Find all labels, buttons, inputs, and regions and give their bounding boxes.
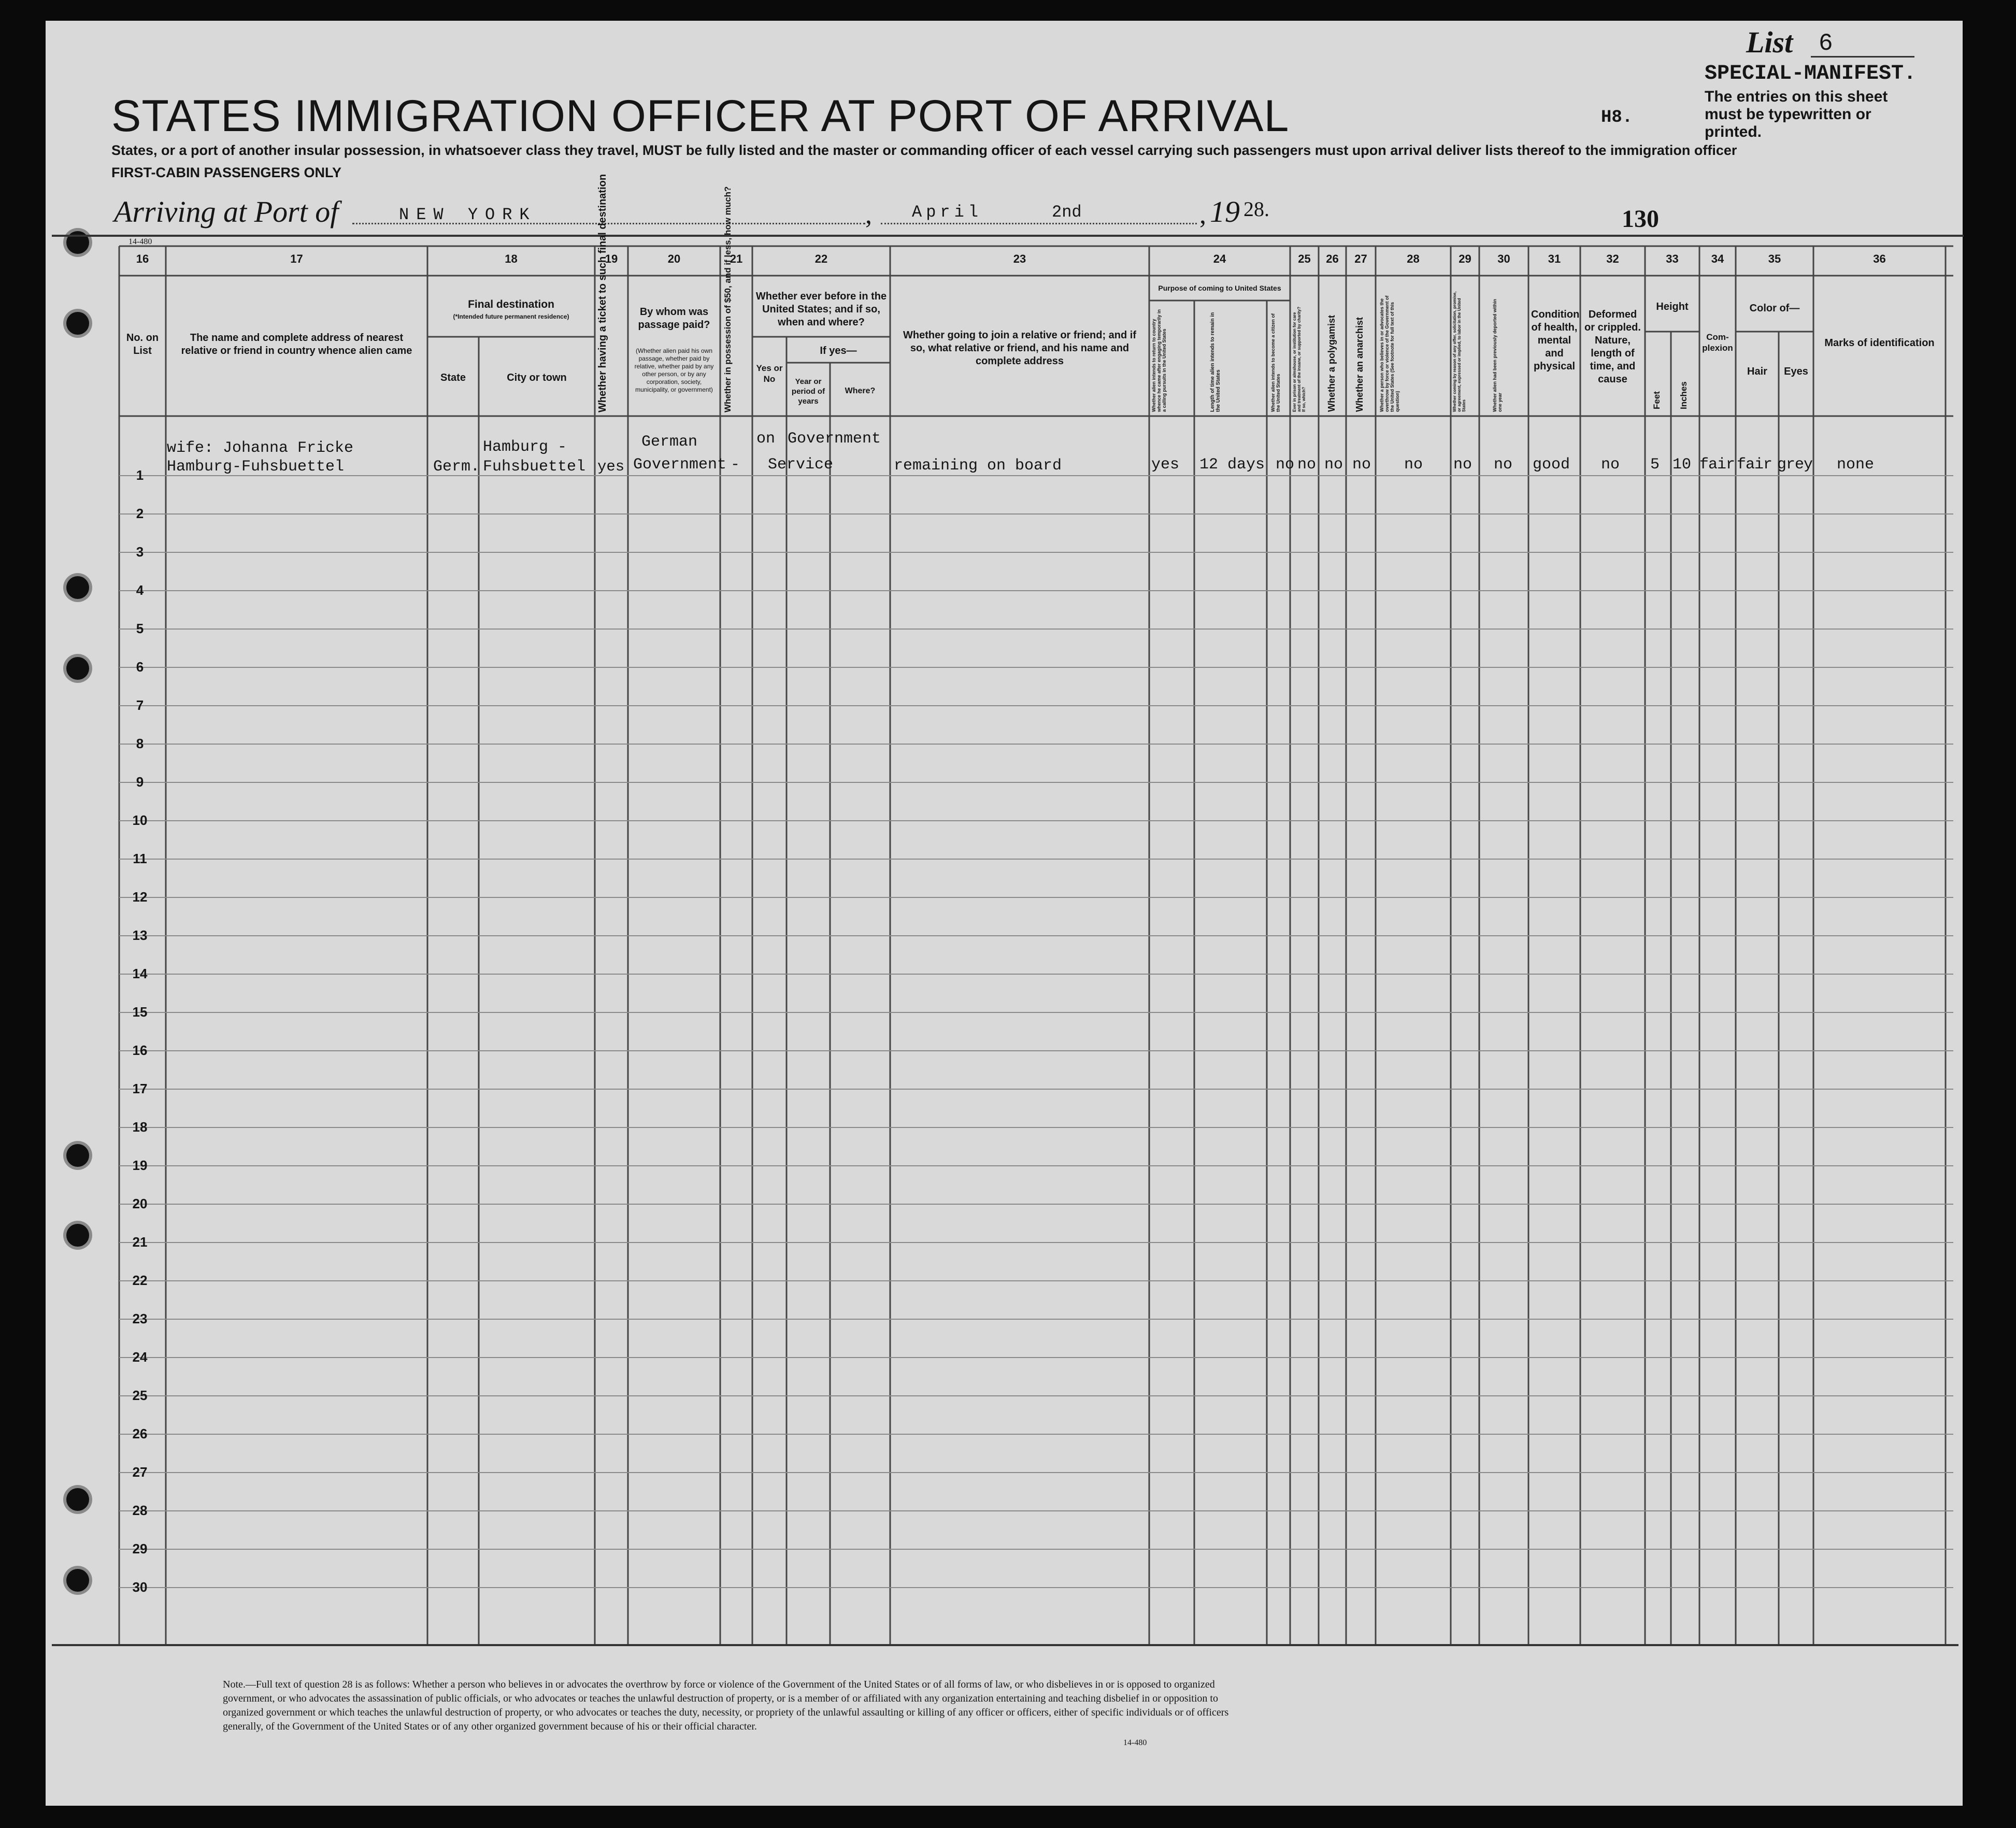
header-passage-note: (Whether alien paid his own passage, whether paid by relative, whether paid by any other person, or by any corporation, society, municipality, or government) <box>634 347 714 393</box>
row-number: 5 <box>136 621 144 636</box>
row-number: 1 <box>136 467 144 483</box>
hair-value: fair <box>1737 456 1772 474</box>
header-purpose-c: Whether alien intends to become a citizen of the United States <box>1270 313 1281 412</box>
comma: , <box>865 200 872 230</box>
row-number: 28 <box>132 1503 148 1518</box>
header-anarchist: Whether an anarchist <box>1354 317 1365 412</box>
row-number: 27 <box>132 1464 148 1480</box>
passage-line1: German <box>641 433 698 451</box>
deformed-value: no <box>1601 456 1620 474</box>
row-number: 29 <box>132 1541 148 1556</box>
header-inches: Inches <box>1679 381 1689 409</box>
row-number: 19 <box>132 1158 148 1173</box>
row-number: 6 <box>136 659 144 675</box>
header-final-destination: Final destination <box>468 298 554 310</box>
col-num-23: 23 <box>1013 252 1026 265</box>
row-number: 10 <box>132 812 148 828</box>
header-complexion: Com-plexion <box>1702 332 1733 353</box>
polygamist-value: no <box>1324 456 1343 474</box>
row-number: 4 <box>136 582 144 598</box>
city-line2: Fuhsbuettel <box>483 458 586 476</box>
row-number: 30 <box>132 1579 148 1595</box>
state-value: Germ. <box>433 458 480 476</box>
comma: , <box>1199 200 1206 230</box>
header-hair: Hair <box>1747 366 1767 377</box>
header-height: Height <box>1656 301 1689 312</box>
row-number: 24 <box>132 1349 148 1365</box>
footer-code: 14-480 <box>1123 1738 1147 1747</box>
header-eyes: Eyes <box>1784 366 1808 377</box>
subtitle: States, or a port of another insular possession, in whatsoever class they travel, MUST be fully listed and the master or commanding officer of each vessel carrying such passengers must upon arrival deliver lists thereof to the immigration officer <box>111 142 1737 158</box>
col-num-31: 31 <box>1548 252 1561 265</box>
purpose-a-value: yes <box>1151 456 1180 474</box>
join-value: remaining on board <box>894 457 1062 475</box>
before-line1: Government <box>788 430 881 448</box>
row-number: 26 <box>132 1426 148 1441</box>
ticket-value: yes <box>597 458 625 475</box>
date-day: 2nd <box>1052 203 1082 222</box>
relative-line2: Hamburg-Fuhsbuettel <box>167 458 345 476</box>
feet-value: 5 <box>1650 456 1660 474</box>
col-num-20: 20 <box>667 252 681 265</box>
complexion-value: fair <box>1699 456 1735 474</box>
purpose-c-value: no <box>1276 456 1295 474</box>
page-number: 130 <box>1622 205 1659 233</box>
before-yes-no: on <box>756 430 776 448</box>
row-number: 12 <box>132 889 148 905</box>
purpose-b-value: 12 days <box>1199 456 1265 474</box>
before-line2: Service <box>768 456 834 474</box>
header-join-relative: Whether going to join a relative or friend; and if so, what relative or friend, and his name and complete address <box>903 330 1137 367</box>
possession-value: - <box>731 456 740 474</box>
header-ticket: Whether having a ticket to such final destination <box>597 174 608 412</box>
list-label: List <box>1746 25 1793 59</box>
city-line1: Hamburg - <box>483 438 567 456</box>
row-number: 15 <box>132 1004 148 1020</box>
col-num-18: 18 <box>505 252 518 265</box>
col-num-27: 27 <box>1354 252 1367 265</box>
row-number: 14 <box>132 966 148 981</box>
cabin-class: FIRST-CABIN PASSENGERS ONLY <box>111 165 342 180</box>
header-purpose-a: Whether alien intends to return to country whence he came after engaging temporarily in a calling pursuits in the United States <box>1151 309 1167 412</box>
header-q29: Whether coming by reason of any offer, solicitation, promise, or agreement, expressed or implied, to labor in the United States <box>1452 291 1466 412</box>
header-health: Condition of health, mental and physical <box>1531 309 1580 372</box>
q28-value: no <box>1404 456 1423 474</box>
row-number: 13 <box>132 927 148 943</box>
header-year-period: Year or period of years <box>791 377 825 406</box>
entries-note: The entries on this sheet must be typewritten or printed. <box>1705 88 1888 140</box>
header-before: Whether ever before in the United States; and if so, when and where? <box>755 291 887 328</box>
header-if-yes: If yes— <box>820 345 857 356</box>
col-num-21: 21 <box>730 252 743 265</box>
row-number: 16 <box>132 1042 148 1058</box>
col-num-34: 34 <box>1711 252 1724 265</box>
row-number: 20 <box>132 1196 148 1211</box>
col-num-25: 25 <box>1298 252 1311 265</box>
col-num-26: 26 <box>1326 252 1339 265</box>
row-number: 18 <box>132 1119 148 1135</box>
port-value: NEW YORK <box>399 205 537 224</box>
footnote-q28: Note.—Full text of question 28 is as follows: Whether a person who believes in or advocates the overthrow by force or violence of the Government of the United States or of all forms of law, or who disbelieves in or is opposed to organized government, or who advocates the assassination of public officials, or who advocates or teaches the unlawful destruction of property, or is a member of or affiliated with any organization entertaining and teaching disbelief in or opposition to organized government or which teaches the unlawful destruction of property, or who advocates or teaches the duty, necessity, or propriety of the unlawful assaulting or killing of any officer or officers, either of specific individuals or of officers generally, of the Government of the United States or of any other organized government because of his or their official character. <box>223 1679 1229 1732</box>
q29-value: no <box>1453 456 1472 474</box>
eyes-value: grey <box>1777 456 1813 474</box>
header-color-of: Color of— <box>1749 303 1800 314</box>
row-number: 3 <box>136 544 144 560</box>
row-number: 21 <box>132 1234 148 1250</box>
row-number: 11 <box>133 851 147 866</box>
row-number: 23 <box>132 1311 148 1326</box>
header-where: Where? <box>845 387 876 395</box>
col-num-35: 35 <box>1768 252 1781 265</box>
col-num-19: 19 <box>605 252 618 265</box>
year-prefix: 19 <box>1210 195 1240 228</box>
header-city: City or town <box>507 372 567 383</box>
header-feet: Feet <box>1652 391 1662 409</box>
col-num-36: 36 <box>1873 252 1886 265</box>
col-num-30: 30 <box>1497 252 1510 265</box>
q30-value: no <box>1494 456 1513 474</box>
col-num-28: 28 <box>1407 252 1420 265</box>
list-number: 6 <box>1819 30 1833 57</box>
date-month: April <box>912 203 983 222</box>
col-num-17: 17 <box>290 252 303 265</box>
row-number: 22 <box>132 1273 148 1288</box>
header-prison: Ever in prison or almshouse, or institution for care and treatment of the insane, or supported by charity? If so, which? <box>1292 306 1306 412</box>
anarchist-value: no <box>1352 456 1371 474</box>
form-code: 14-480 <box>128 237 152 246</box>
header-final-destination-note: (*Intended future permanent residence) <box>453 313 569 320</box>
row-number: 7 <box>136 697 144 713</box>
col-num-32: 32 <box>1606 252 1619 265</box>
col-num-24: 24 <box>1213 252 1226 265</box>
page-title: STATES IMMIGRATION OFFICER AT PORT OF ARRIVAL <box>111 91 1290 141</box>
prison-value: no <box>1297 456 1317 474</box>
arriving-label: Arriving at Port of <box>114 195 339 228</box>
col-num-29: 29 <box>1459 252 1471 265</box>
row-number: 25 <box>132 1388 148 1403</box>
col-num-16: 16 <box>136 252 149 265</box>
header-purpose-b: Length of time alien intends to remain in the United States <box>1210 312 1221 412</box>
header-relative: The name and complete address of nearest relative or friend in country whence alien came <box>181 332 412 356</box>
special-manifest: SPECIAL-MANIFEST. <box>1705 62 1917 85</box>
header-marks: Marks of identification <box>1824 337 1935 349</box>
row-number: 2 <box>136 506 144 521</box>
header-q30: Whether alien had been previously deported within one year <box>1492 298 1503 412</box>
col-num-33: 33 <box>1666 252 1679 265</box>
header-state: State <box>440 372 466 383</box>
row-number: 9 <box>136 774 144 790</box>
year-suffix: 28. <box>1243 197 1269 221</box>
inches-value: 10 <box>1672 456 1692 474</box>
row-number: 17 <box>132 1081 148 1096</box>
row-number: 8 <box>136 736 144 751</box>
header-passage: By whom was passage paid? <box>638 306 710 331</box>
header-polygamist: Whether a polygamist <box>1326 315 1337 412</box>
header-q28: Whether a person who believes in or advocates the overthrow by force or violence of the Government of the United States (See footnote for full text of this question) <box>1379 295 1400 412</box>
header-possession: Whether in possession of $50, and if less, how much? <box>723 186 733 412</box>
col-num-22: 22 <box>814 252 828 265</box>
marks-value: none <box>1837 456 1875 474</box>
passage-line2: Government <box>633 456 727 474</box>
header-purpose: Purpose of coming to United States <box>1158 284 1281 292</box>
relative-line1: wife: Johanna Fricke <box>167 439 354 457</box>
header-yes-no: Yes or No <box>756 363 783 384</box>
header-no-on-list: No. on List <box>126 332 159 356</box>
health-value: good <box>1533 456 1570 474</box>
ho-code: H8. <box>1601 108 1633 127</box>
header-deformed: Deformed or crippled. Nature, length of time, and cause <box>1584 309 1641 385</box>
